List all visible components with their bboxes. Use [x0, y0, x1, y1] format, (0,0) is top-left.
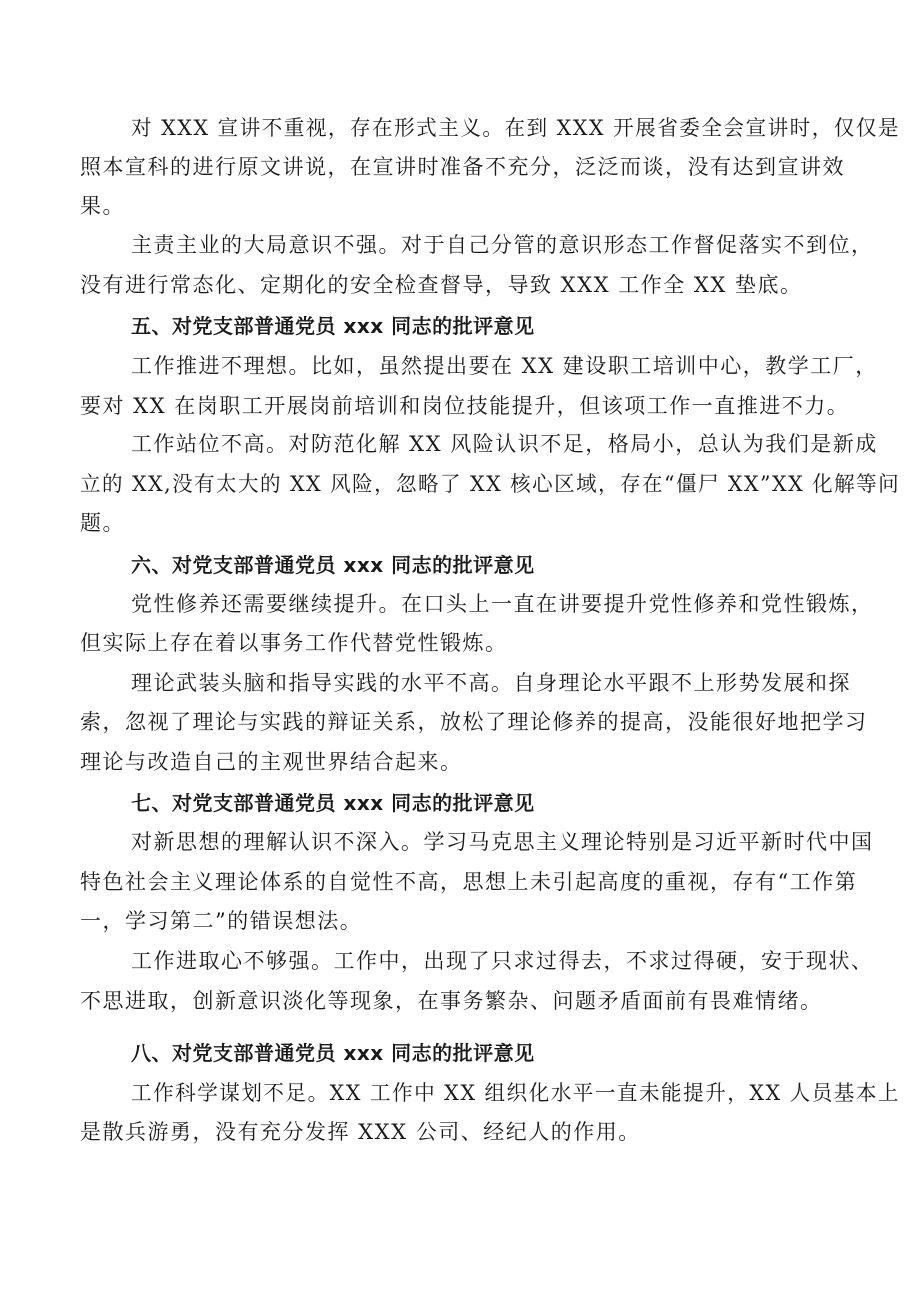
paragraph-line: 对 XXX 宣讲不重视，存在形式主义。在到 XXX 开展省委全会宣讲时，仅仅是: [131, 116, 901, 140]
paragraph-line: 照本宣科的进行原文讲说，在宣讲时准备不充分，泛泛而谈，没有达到宣讲效: [80, 155, 845, 179]
paragraph-line: 党性修养还需要继续提升。在口头上一直在讲要提升党性修养和党性锻炼，: [131, 592, 874, 616]
paragraph-line: 是散兵游勇，没有充分发挥 XXX 公司、经纪人的作用。: [80, 1120, 641, 1144]
paragraph-line: 没有进行常态化、定期化的安全检查督导，导致 XXX 工作全 XX 垫底。: [80, 273, 803, 297]
paragraph-line: 理论与改造自己的主观世界结合起来。: [80, 750, 463, 774]
paragraph-line: 索，忽视了理论与实践的辩证关系，放松了理论修养的提高，没能很好地把学习: [80, 710, 868, 734]
paragraph-line: 不思进取，创新意识淡化等现象，在事务繁杂、问题矛盾面前有畏难情绪。: [80, 989, 823, 1013]
paragraph-line: 果。: [80, 194, 125, 218]
paragraph-line: 题。: [80, 511, 125, 535]
paragraph-line: 特色社会主义理论体系的自觉性不高，思想上未引起高度的重视，存有“工作第: [80, 870, 858, 894]
section-heading-8: 八、对党支部普通党员 xxx 同志的批评意见: [131, 1041, 535, 1065]
paragraph-line: 工作进取心不够强。工作中，出现了只求过得去，不求过得硬，安于现状、: [131, 949, 874, 973]
paragraph-line: 要对 XX 在岗职工开展岗前培训和岗位技能提升，但该项工作一直推进不力。: [80, 394, 850, 418]
paragraph-line: 理论武装头脑和指导实践的水平不高。自身理论水平跟不上形势发展和探: [131, 671, 851, 695]
paragraph-line: 工作科学谋划不足。XX 工作中 XX 组织化水平一直未能提升，XX 人员基本上: [131, 1081, 901, 1105]
paragraph-line: 一，学习第二”的错误想法。: [80, 909, 363, 933]
paragraph-line: 主责主业的大局意识不强。对于自己分管的意识形态工作督促落实不到位，: [131, 233, 874, 257]
paragraph-line: 对新思想的理解认识不深入。学习马克思主义理论特别是习近平新时代中国: [131, 830, 874, 854]
section-heading-5: 五、对党支部普通党员 xxx 同志的批评意见: [131, 314, 535, 338]
paragraph-line: 工作站位不高。对防范化解 XX 风险认识不足，格局小，总认为我们是新成: [131, 432, 878, 456]
paragraph-line: 工作推进不理想。比如，虽然提出要在 XX 建设职工培训中心，教学工厂，: [131, 354, 878, 378]
section-heading-6: 六、对党支部普通党员 xxx 同志的批评意见: [131, 553, 535, 577]
paragraph-line: 立的 XX,没有太大的 XX 风险，忽略了 XX 核心区域，存在“僵尸 XX”XX 化解等问: [80, 472, 901, 496]
paragraph-line: 但实际上存在着以事务工作代替党性锻炼。: [80, 631, 508, 655]
section-heading-7: 七、对党支部普通党员 xxx 同志的批评意见: [131, 791, 535, 815]
